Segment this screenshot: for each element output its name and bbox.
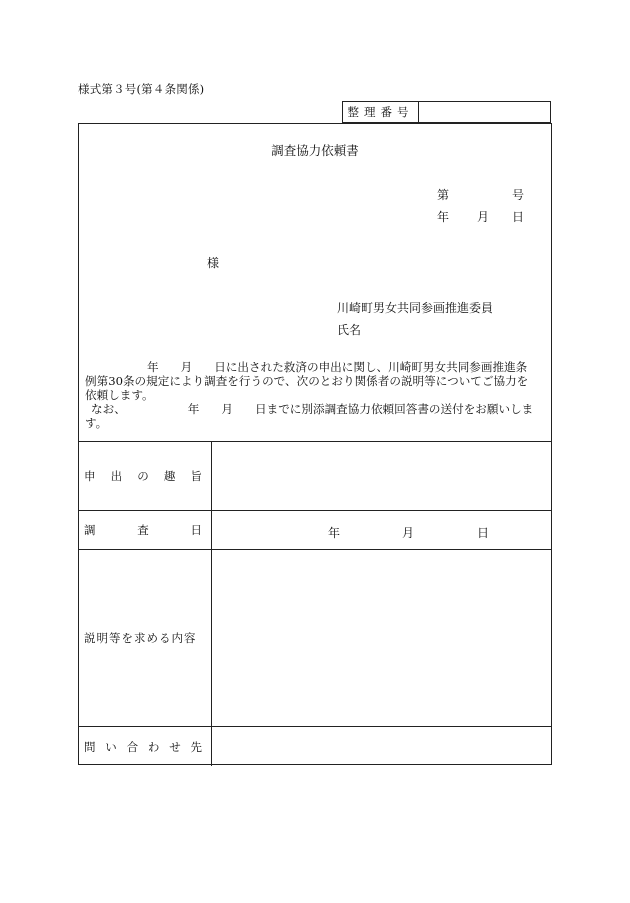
label-char: め xyxy=(146,631,158,645)
survey-date-label-text xyxy=(84,522,202,538)
date-year: 年 xyxy=(437,210,450,224)
table-row-explanation xyxy=(78,549,552,726)
body-line-4-start: なお、 xyxy=(91,402,126,416)
purpose-label-text xyxy=(84,468,202,484)
body-line-4-rest: 日までに別添調査協力依頼回答書の送付をお願いしま xyxy=(255,402,534,416)
table-row-survey-date xyxy=(78,510,552,549)
label-char: 内 xyxy=(171,631,183,645)
body-line-2: 例第30条の規定により調査を行うので、次のとおり関係者の説明等についてご協力を xyxy=(85,374,529,388)
body-year: 年 xyxy=(147,360,159,374)
explanation-field[interactable] xyxy=(212,550,552,726)
sender-name-label: 氏名 xyxy=(337,323,362,337)
document-number-suffix: 号 xyxy=(512,188,525,202)
label-char: る xyxy=(159,631,171,645)
document-number-prefix: 第 xyxy=(437,188,450,202)
label-char: 合 xyxy=(126,739,139,754)
label-char: 査 xyxy=(137,523,149,537)
body-deadline-year: 年 xyxy=(187,402,200,416)
reference-number-field[interactable] xyxy=(419,102,550,122)
label-char: 求 xyxy=(134,631,146,645)
survey-date-year: 年 xyxy=(328,526,341,540)
label-char: 先 xyxy=(190,739,202,754)
label-char: 容 xyxy=(184,631,196,645)
label-char: 等 xyxy=(109,631,121,645)
table-row-contact xyxy=(78,726,552,766)
purpose-label xyxy=(78,442,212,510)
label-char: い xyxy=(105,739,117,754)
body-line-3: 依頼します。 xyxy=(85,388,154,402)
survey-date-month: 月 xyxy=(402,526,415,540)
date-day: 日 xyxy=(512,210,525,224)
label-char: の xyxy=(137,469,149,483)
sender-organization: 川崎町男女共同参画推進委員 xyxy=(337,301,494,315)
date-month: 月 xyxy=(477,210,490,224)
contact-label xyxy=(78,727,212,766)
body-line-5: す。 xyxy=(85,416,108,430)
survey-date-field[interactable] xyxy=(212,511,552,549)
contact-label-text xyxy=(84,739,202,755)
label-char: せ xyxy=(169,739,181,754)
survey-date-day: 日 xyxy=(477,526,490,540)
label-char: 日 xyxy=(190,523,202,537)
explanation-label-text xyxy=(84,630,197,646)
body-line-4 xyxy=(85,402,547,416)
reference-number-box xyxy=(342,101,551,123)
explanation-label xyxy=(78,550,212,726)
form-number: 様式第３号(第４条関係) xyxy=(78,82,205,96)
label-char: 明 xyxy=(96,631,108,645)
label-char: 問 xyxy=(84,739,96,754)
table-row-purpose xyxy=(78,441,552,510)
label-char: を xyxy=(121,631,133,645)
label-char: 趣 xyxy=(163,469,176,483)
request-body xyxy=(85,360,547,430)
reference-number-label: 整理番号 xyxy=(343,102,419,122)
body-line-1 xyxy=(85,360,547,374)
label-char: 調 xyxy=(84,523,96,537)
label-char: 申 xyxy=(84,469,96,483)
document-title: 調査協力依頼書 xyxy=(271,143,359,158)
label-char: 説 xyxy=(84,631,96,645)
body-month: 月 xyxy=(180,360,193,374)
survey-date-label xyxy=(78,511,212,549)
body-deadline-month: 月 xyxy=(221,402,234,416)
body-line-1-rest: 日に出された救済の申出に関し、川崎町男女共同参画推進条 xyxy=(214,360,528,374)
details-table xyxy=(78,441,552,766)
request-form xyxy=(78,123,552,765)
purpose-field[interactable] xyxy=(212,442,552,510)
addressee-honorific: 様 xyxy=(207,256,220,270)
label-char: わ xyxy=(147,739,160,754)
contact-field[interactable] xyxy=(212,727,552,766)
label-char: 旨 xyxy=(190,469,202,483)
label-char: 出 xyxy=(110,469,123,483)
